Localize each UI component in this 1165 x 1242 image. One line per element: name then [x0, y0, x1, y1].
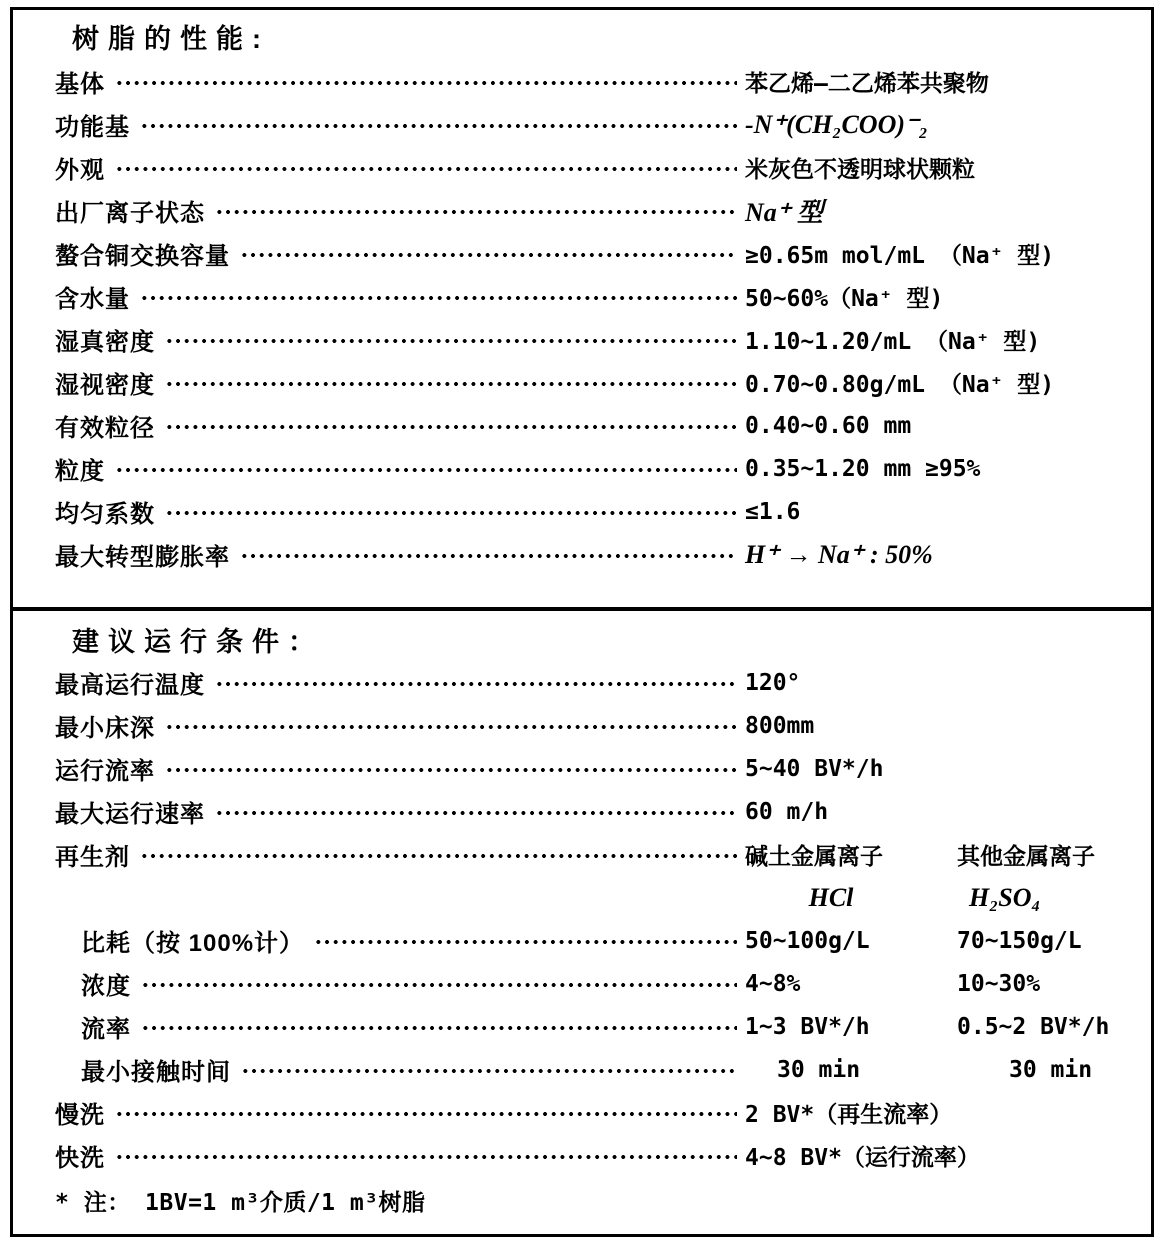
spacer [65, 895, 737, 903]
footnote-row [55, 1177, 1137, 1223]
spec-row-service-flow [55, 747, 1137, 790]
col1-value: 50~100g/L [745, 927, 870, 954]
spec-label: 外观 [55, 157, 105, 184]
spec-row-apparent-density [55, 361, 1137, 404]
col2-value: 30 min [1009, 1056, 1093, 1083]
spec-row-regen-flow [55, 1005, 1137, 1048]
spec-label: 再生剂 [55, 844, 130, 871]
dot-leader [314, 938, 737, 946]
spec-value: 1.10~1.20/mL （Na⁺ 型) [745, 329, 1041, 355]
dot-leader [141, 981, 737, 989]
dot-leader [165, 423, 737, 431]
dot-leader [115, 1153, 737, 1161]
spec-row-copper-capacity [55, 232, 1137, 275]
spec-row-min-bed-depth [55, 704, 1137, 747]
spec-label: 最小接触时间 [81, 1059, 231, 1086]
dot-leader [215, 208, 737, 216]
spec-row-functional-group [55, 103, 1137, 146]
two-col-values [745, 928, 1137, 954]
spec-row-specific-consumption [55, 919, 1137, 962]
col2-value: 10~30% [957, 970, 1041, 997]
spec-value: 120° [745, 669, 801, 696]
section2-title: 建议运行条件： [72, 626, 324, 657]
dot-leader [165, 380, 737, 388]
col1-value: 4~8% [745, 970, 801, 997]
spec-value: 苯乙烯—二乙烯苯共聚物 [745, 71, 989, 97]
spec-row-effective-size [55, 404, 1137, 447]
dot-leader [115, 165, 737, 173]
regenerant-column-headers [745, 838, 1137, 871]
spec-row-max-temp [55, 661, 1137, 704]
spec-row-acids [55, 876, 1137, 919]
dot-leader [240, 552, 737, 560]
spec-row-true-density [55, 318, 1137, 361]
spec-label: 慢洗 [55, 1102, 105, 1129]
spec-label: 基体 [55, 71, 105, 98]
dot-leader [140, 294, 737, 302]
spec-value: ≥0.65m mol/mL （Na⁺ 型) [745, 243, 1055, 269]
spec-label: 螯合铜交换容量 [55, 243, 230, 270]
spec-value: 米灰色不透明球状颗粒 [745, 157, 975, 183]
spec-label: 含水量 [55, 286, 130, 313]
footnote-text: * 注： 1BV=1 m³介质/1 m³树脂 [55, 1189, 426, 1216]
col2-value: 0.5~2 BV*/h [957, 1013, 1110, 1040]
section-resin-properties [13, 10, 1151, 611]
spec-value-formula: H⁺ → Na⁺ : 50% [745, 539, 933, 569]
acid-h2so4: H₂SO₄ [969, 882, 1041, 912]
dot-leader [215, 809, 737, 817]
spec-label: 流率 [81, 1016, 131, 1043]
spec-label: 最高运行温度 [55, 672, 205, 699]
dot-leader [141, 1024, 737, 1032]
spec-value: 800mm [745, 712, 815, 739]
spec-label: 比耗（按 100%计） [81, 930, 305, 957]
spec-label: 最大运行速率 [55, 801, 205, 828]
spec-row-regenerant [55, 833, 1137, 876]
dot-leader [115, 1110, 737, 1118]
dot-leader [165, 509, 737, 517]
spec-value: 60 m/h [745, 798, 829, 825]
dot-leader [165, 723, 737, 731]
col1-header: 碱土金属离子 [745, 844, 883, 870]
two-col-values [745, 1057, 1137, 1083]
spec-value-formula: -N⁺(CH₂COO)⁻₂ [745, 109, 928, 139]
spec-row-max-velocity [55, 790, 1137, 833]
col1-value: 30 min [777, 1056, 861, 1083]
spec-value: 0.70~0.80g/mL （Na⁺ 型) [745, 372, 1055, 398]
col2-header: 其他金属离子 [957, 844, 1095, 870]
dot-leader [115, 79, 737, 87]
spec-row-fast-rinse [55, 1134, 1137, 1177]
spec-label: 快洗 [55, 1145, 105, 1172]
spec-label: 最大转型膨胀率 [55, 544, 230, 571]
spec-row-particle-size [55, 447, 1137, 490]
spec-label: 均匀系数 [55, 501, 155, 528]
dot-leader [140, 122, 737, 130]
dot-leader [215, 680, 737, 688]
spec-label: 湿视密度 [55, 372, 155, 399]
col1-value: 1~3 BV*/h [745, 1013, 870, 1040]
spec-row-uniformity [55, 490, 1137, 533]
spec-row-swelling [55, 533, 1137, 576]
spec-label: 运行流率 [55, 758, 155, 785]
spec-label: 最小床深 [55, 715, 155, 742]
col2-value: 70~150g/L [957, 927, 1082, 954]
section-operating-conditions [13, 611, 1151, 1223]
section1-title: 树脂的性能: [72, 23, 270, 54]
spec-label: 有效粒径 [55, 415, 155, 442]
spec-label: 浓度 [81, 973, 131, 1000]
spec-value-formula: Na⁺ 型 [745, 198, 824, 227]
spec-value: 2 BV*（再生流率） [745, 1102, 953, 1128]
document-frame [10, 7, 1154, 1237]
dot-leader [165, 337, 737, 345]
dot-leader [115, 466, 737, 474]
spec-label: 粒度 [55, 458, 105, 485]
acid-names [745, 883, 1137, 913]
dot-leader [140, 852, 737, 860]
spec-row-min-contact-time [55, 1048, 1137, 1091]
two-col-values [745, 1014, 1137, 1040]
acid-hcl: HCl [808, 882, 854, 912]
spec-row-slow-rinse [55, 1091, 1137, 1134]
spec-value: 5~40 BV*/h [745, 755, 884, 782]
spec-value: ≤1.6 [745, 498, 801, 525]
dot-leader [240, 251, 737, 259]
spec-label: 功能基 [55, 114, 130, 141]
spec-value: 0.35~1.20 mm ≥95% [745, 455, 981, 482]
spec-row-ionic-form [55, 189, 1137, 232]
spec-row-water-content [55, 275, 1137, 318]
spec-value: 4~8 BV*（运行流率） [745, 1145, 980, 1171]
spec-value: 50~60%（Na⁺ 型) [745, 286, 944, 312]
spec-row-concentration [55, 962, 1137, 1005]
two-col-values [745, 971, 1137, 997]
spec-value: 0.40~0.60 mm [745, 412, 912, 439]
spec-label: 湿真密度 [55, 329, 155, 356]
spec-row-matrix [55, 60, 1137, 103]
spec-label: 出厂离子状态 [55, 200, 205, 227]
dot-leader [165, 766, 737, 774]
spec-row-appearance [55, 146, 1137, 189]
dot-leader [241, 1067, 737, 1075]
